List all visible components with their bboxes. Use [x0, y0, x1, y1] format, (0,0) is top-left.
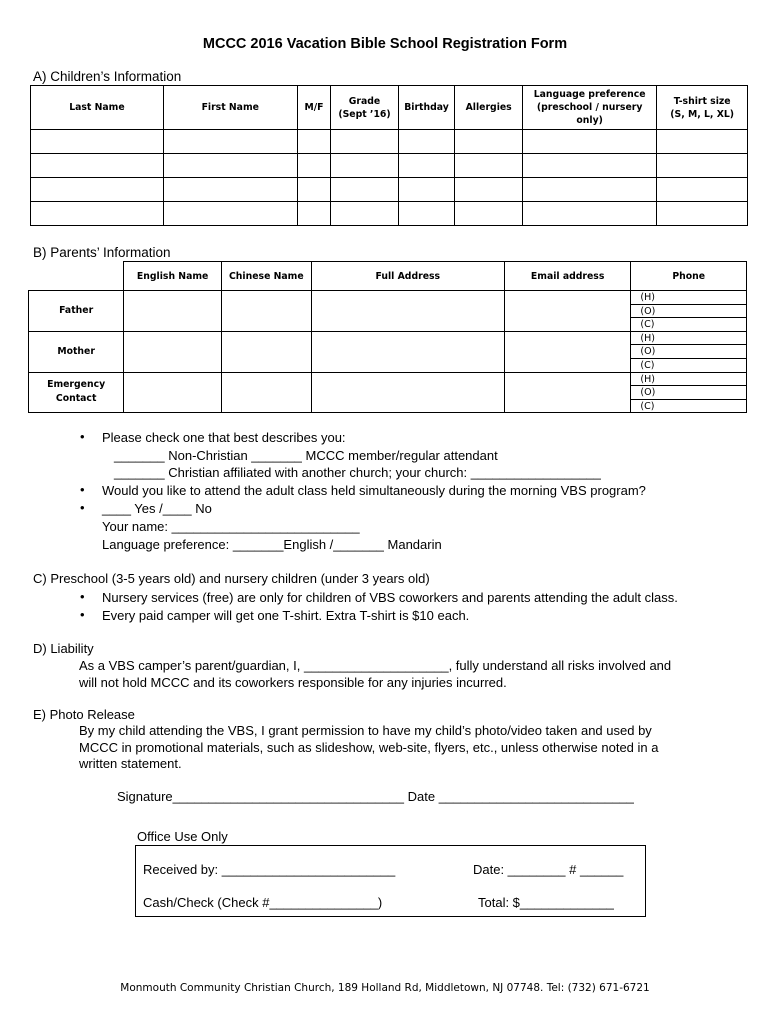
col-allergies: Allergies: [455, 86, 523, 130]
phone-office: (O): [631, 305, 746, 319]
photo-release-line-3: written statement.: [79, 756, 182, 771]
tshirt-note: Every paid camper will get one T-shirt. Extra T-shirt is $10 each.: [102, 608, 470, 623]
bullet-icon: •: [80, 589, 85, 604]
signature-date-field[interactable]: Signature________________________________ Date ___________________________: [117, 789, 634, 804]
section-d-heading: D) Liability: [33, 641, 94, 656]
row-label-emergency: Emergency Contact: [29, 372, 124, 413]
section-e-heading: E) Photo Release: [33, 707, 135, 722]
form-title: MCCC 2016 Vacation Bible School Registration Form: [202, 36, 568, 52]
yes-no-field[interactable]: ____ Yes /____ No: [102, 501, 212, 516]
bullet-icon: •: [80, 500, 85, 515]
liability-line-2: will not hold MCCC and its coworkers responsible for any injuries incurred.: [79, 675, 507, 690]
col-language: Language preference (preschool / nursery only): [522, 86, 656, 130]
phone-home: (H): [631, 291, 746, 305]
phone-home: (H): [631, 332, 746, 346]
row-label-father: Father: [29, 291, 124, 332]
col-chinese-name: Chinese Name: [221, 262, 311, 291]
church-footer: Monmouth Community Christian Church, 189 Holland Rd, Middletown, NJ 07748. Tel: (732) 671-6721: [120, 982, 650, 994]
phone-office: (O): [631, 386, 746, 400]
language-preference-field[interactable]: Language preference: _______English /_______ Mandarin: [102, 537, 442, 552]
child-row[interactable]: [31, 130, 748, 154]
photo-release-line-1: By my child attending the VBS, I grant permission to have my child’s photo/video taken and used by: [79, 723, 652, 738]
bullet-icon: •: [80, 607, 85, 622]
question-adult-class: Would you like to attend the adult class held simultaneously during the morning VBS program?: [102, 483, 646, 498]
office-use-label: Office Use Only: [137, 829, 228, 844]
cash-check-field[interactable]: Cash/Check (Check #_______________): [143, 895, 383, 910]
question-describes-you: Please check one that best describes you:: [102, 430, 346, 445]
office-date-field[interactable]: Date: ________ # ______: [473, 862, 624, 877]
child-row[interactable]: [31, 154, 748, 178]
phone-office: (O): [631, 345, 746, 359]
col-grade: Grade (Sept ’16): [331, 86, 398, 130]
photo-release-line-2: MCCC in promotional materials, such as slideshow, web-site, flyers, etc., unless otherwise noted in a: [79, 740, 659, 755]
child-row[interactable]: [31, 178, 748, 202]
your-name-field[interactable]: Your name: __________________________: [102, 519, 360, 534]
col-mf: M/F: [297, 86, 331, 130]
nursery-note: Nursery services (free) are only for children of VBS coworkers and parents attending the adult class.: [102, 590, 678, 605]
bullet-icon: •: [80, 429, 85, 444]
col-english-name: English Name: [124, 262, 222, 291]
col-phone: Phone: [631, 262, 747, 291]
mother-row[interactable]: [29, 331, 747, 372]
children-table: [30, 85, 748, 226]
liability-line-1: As a VBS camper’s parent/guardian, I, ____________________, fully understand all risks involved and: [79, 658, 672, 673]
emergency-row[interactable]: [29, 372, 747, 413]
phone-home: (H): [631, 373, 746, 387]
parents-table: [28, 261, 747, 413]
phone-cell: (C): [640, 400, 655, 412]
col-email: Email address: [504, 262, 631, 291]
bullet-icon: •: [80, 482, 85, 497]
section-c-heading: C) Preschool (3-5 years old) and nursery children (under 3 years old): [33, 571, 430, 586]
col-first-name: First Name: [163, 86, 297, 130]
col-last-name: Last Name: [31, 86, 164, 130]
phone-cell: (C): [640, 319, 655, 331]
phone-cell: (C): [640, 359, 655, 371]
section-a-heading: A) Children’s Information: [33, 69, 182, 84]
child-row[interactable]: [31, 202, 748, 226]
row-label-mother: Mother: [29, 331, 124, 372]
received-by-field[interactable]: Received by: ________________________: [143, 862, 396, 877]
father-row[interactable]: [29, 291, 747, 332]
col-birthday: Birthday: [398, 86, 455, 130]
total-field[interactable]: Total: $_____________: [478, 895, 614, 910]
col-full-address: Full Address: [311, 262, 504, 291]
col-tshirt: T-shirt size (S, M, L, XL): [657, 86, 748, 130]
section-b-heading: B) Parents’ Information: [33, 245, 171, 260]
option-non-christian[interactable]: _______ Non-Christian _______ MCCC member/regular attendant: [114, 448, 498, 463]
option-other-church[interactable]: _______ Christian affiliated with another church; your church: __________________: [114, 465, 601, 480]
